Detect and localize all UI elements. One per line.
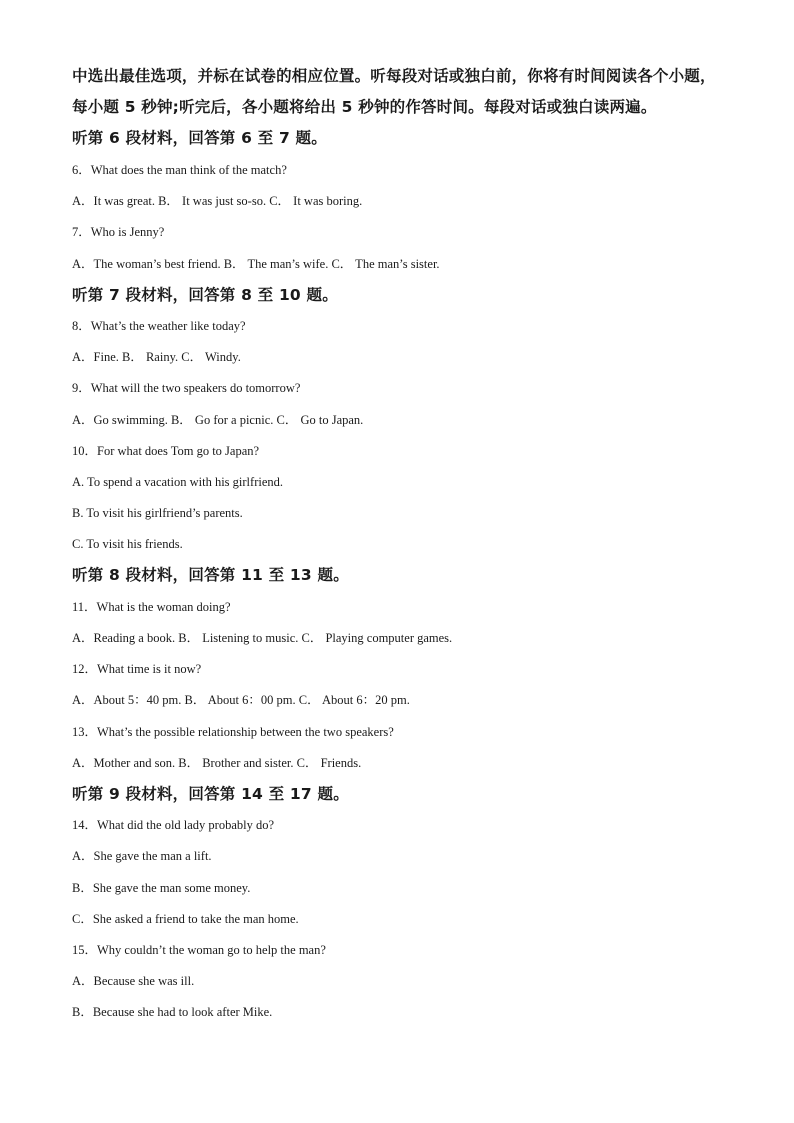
answer-options: A．The woman’s best friend. B． The man’s wife. C． The man’s sister.: [72, 257, 440, 271]
answer-option: A. To spend a vacation with his girlfriend.: [72, 475, 284, 489]
answer-option: C. To visit his friends.: [72, 537, 183, 551]
answer-option: A．She gave the man a lift.: [72, 849, 212, 863]
answer-options: A．It was great. B． It was just so-so. C． It was boring.: [72, 194, 363, 208]
question: 14．What did the old lady probably do?: [72, 818, 275, 832]
question: 10．For what does Tom go to Japan?: [72, 444, 260, 458]
intro-line: 每小题 5 秒钟;听完后，各小题将给出 5 秒钟的作答时间。每段对话或独白读两遍。: [72, 98, 657, 116]
question: 13．What’s the possible relationship between the two speakers?: [72, 725, 394, 739]
answer-options: A．About 5：40 pm. B． About 6：00 pm. C． About 6：20 pm.: [72, 693, 410, 707]
answer-options: A．Fine. B． Rainy. C． Windy.: [72, 350, 241, 364]
answer-options: A．Reading a book. B． Listening to music. C． Playing computer games.: [72, 631, 453, 645]
question: 8．What’s the weather like today?: [72, 319, 246, 333]
section-heading: 听第 9 段材料，回答第 14 至 17 题。: [72, 785, 349, 803]
question: 15．Why couldn’t the woman go to help the man?: [72, 943, 326, 957]
question: 12．What time is it now?: [72, 662, 202, 676]
answer-options: A．Go swimming. B． Go for a picnic. C． Go to Japan.: [72, 413, 364, 427]
section-heading: 听第 6 段材料，回答第 6 至 7 题。: [72, 129, 327, 147]
answer-option: A．Because she was ill.: [72, 974, 195, 988]
question: 9．What will the two speakers do tomorrow?: [72, 381, 301, 395]
answer-option: C．She asked a friend to take the man home.: [72, 912, 299, 926]
answer-option: B．Because she had to look after Mike.: [72, 1005, 273, 1019]
answer-option: B. To visit his girlfriend’s parents.: [72, 506, 243, 520]
answer-option: B．She gave the man some money.: [72, 881, 251, 895]
question: 6．What does the man think of the match?: [72, 163, 287, 177]
section-heading: 听第 8 段材料，回答第 11 至 13 题。: [72, 566, 349, 584]
question: 7．Who is Jenny?: [72, 225, 165, 239]
section-heading: 听第 7 段材料，回答第 8 至 10 题。: [72, 286, 338, 304]
question: 11．What is the woman doing?: [72, 600, 231, 614]
answer-options: A．Mother and son. B． Brother and sister. C． Friends.: [72, 756, 362, 770]
intro-line: 中选出最佳选项，并标在试卷的相应位置。听每段对话或独白前，你将有时间阅读各个小题，: [72, 67, 716, 85]
